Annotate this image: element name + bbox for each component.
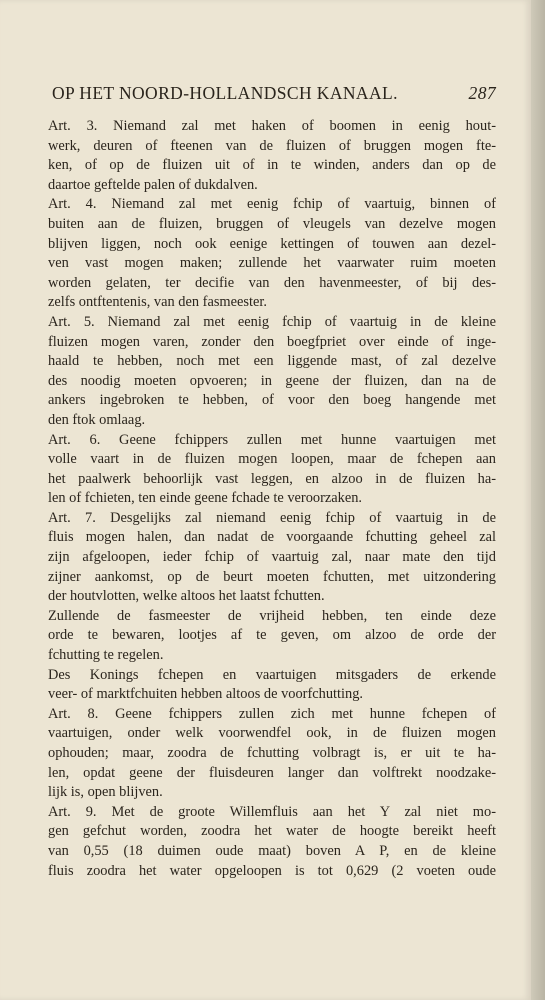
- text-line: veer- of marktfchuiten hebben altoos de voorfchutting.: [48, 686, 363, 703]
- text-line: gen gefchut worden, zoodra het water de hoogte bereikt heeft: [48, 823, 496, 840]
- text-line: daartoe geftelde palen of dukdalven.: [48, 176, 258, 193]
- running-title: OP HET NOORD-HOLLANDSCH KANAAL.: [52, 83, 398, 103]
- text-line: ankers ingebroken te hebben, of voor den boeg hangende met: [48, 392, 496, 409]
- text-line: werk, deuren of fteenen van de fluizen of bruggen mogen fte-: [48, 137, 496, 154]
- text-line: van 0,55 (18 duimen oude maat) boven A P, en de kleine: [48, 842, 496, 859]
- text-line: Art. 5. Niemand zal met eenig fchip of vaartuig in de kleine: [48, 313, 496, 330]
- running-header: [52, 83, 496, 104]
- text-line: vaartuigen, onder welk voorwendfel ook, in de fluizen mogen: [48, 725, 496, 742]
- text-line: zelfs ontftentenis, van den fasmeester.: [48, 294, 267, 311]
- text-line: ophouden; maar, zoodra de fchutting volbragt is, er uit te ha-: [48, 745, 496, 761]
- text-line: zijner aankomst, op de beurt moeten fchutten, met uitzondering: [48, 568, 496, 585]
- text-line: buiten aan de fluizen, bruggen of vleugels van dezelve mogen: [48, 215, 496, 232]
- text-line: Art. 4. Niemand zal met eenig fchip of vaartuig, binnen of: [48, 196, 496, 213]
- text-line: Art. 8. Geene fchippers zullen zich met hunne fchepen of: [48, 705, 496, 722]
- text-line: worden gelaten, ter decifie van den havenmeester, of bij des-: [48, 274, 496, 291]
- text-line: lijk is, open blijven.: [48, 784, 163, 801]
- text-line: der houtvlotten, welke altoos het laatst fchutten.: [48, 588, 325, 605]
- text-line: Art. 6. Geene fchippers zullen met hunne vaartuigen met: [48, 431, 496, 448]
- text-line: ken, of op de fluizen uit of in te winden, anders dan op de: [48, 157, 496, 174]
- text-line: Des Konings fchepen en vaartuigen mitsgaders de erkende: [48, 666, 496, 683]
- text-line: blijven liggen, noch ook eenige kettingen of touwen aan dezel-: [48, 235, 496, 252]
- page-edge: [531, 0, 545, 1000]
- page-number: 287: [468, 83, 496, 103]
- text-line: fluis zoodra het water opgeloopen is tot 0,629 (2 voeten oude: [48, 862, 496, 879]
- text-line: zijn afgeloopen, ieder fchip of vaartuig zal, naar mate den tijd: [48, 549, 496, 566]
- text-line: fluis mogen halen, dan nadat de voorgaande fchutting geheel zal: [48, 529, 496, 546]
- text-line: len, opdat geene der fluisdeuren langer dan volftrekt noodzake-: [48, 764, 496, 781]
- text-line: fluizen mogen varen, zonder den boegfpriet over einde of inge-: [48, 333, 496, 350]
- text-line: Art. 9. Met de groote Willemfluis aan het Y zal niet mo-: [48, 803, 496, 820]
- text-line: fchutting te regelen.: [48, 647, 164, 664]
- text-line: len of fchieten, ten einde geene fchade te veroorzaken.: [48, 490, 363, 507]
- body-text: [48, 117, 496, 881]
- text-line: ven vast mogen maken; zullende het vaarwater ruim moeten: [48, 255, 496, 272]
- text-line: volle vaart in de fluizen mogen loopen, maar de fchepen aan: [48, 451, 496, 468]
- text-line: het paalwerk behoorlijk vast leggen, en alzoo in de fluizen ha-: [48, 470, 496, 487]
- text-line: orde te bewaren, lootjes af te geven, om alzoo de orde der: [48, 627, 496, 644]
- text-line: haald te hebben, noch met een liggende mast, of zal dezelve: [48, 353, 496, 370]
- text-line: des noodig moeten opvoeren; in geene der fluizen, dan na de: [48, 372, 496, 389]
- text-line: Art. 3. Niemand zal met haken of boomen in eenig hout-: [48, 118, 496, 134]
- text-line: Art. 7. Desgelijks zal niemand eenig fchip of vaartuig in de: [48, 509, 496, 526]
- text-line: Zullende de fasmeester de vrijheid hebben, ten einde deze: [48, 607, 496, 624]
- text-line: den ftok omlaag.: [48, 411, 146, 428]
